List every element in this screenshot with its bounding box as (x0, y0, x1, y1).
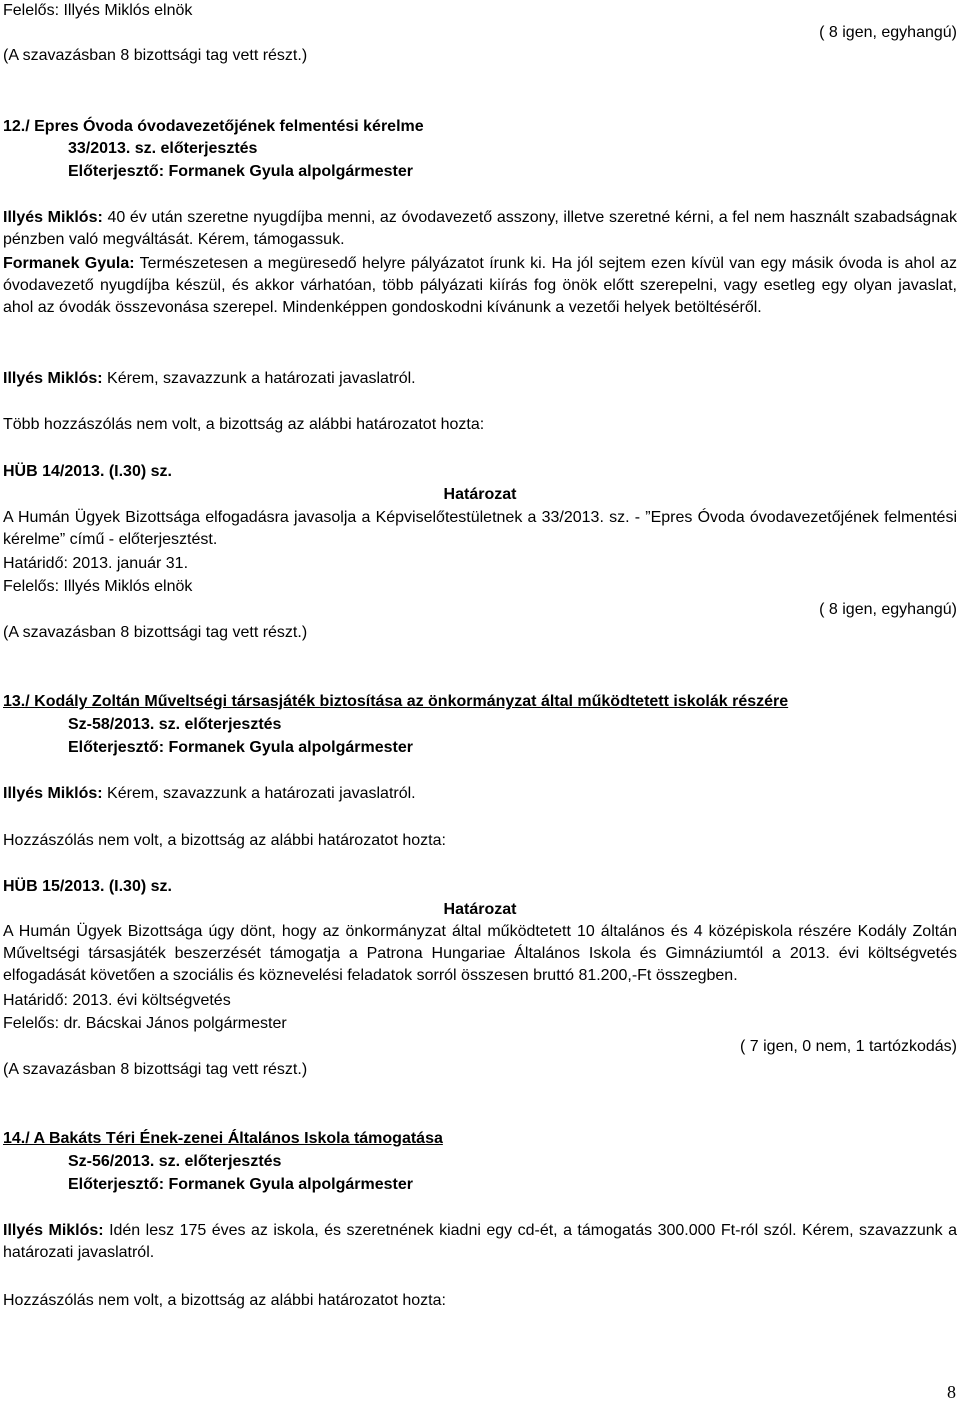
proposal-number: Sz-58/2013. sz. előterjesztés (68, 716, 282, 733)
speech-text: Kérem, szavazzunk a határozati javaslatról. (102, 785, 416, 802)
vote-result: ( 8 igen, egyhangú) (819, 601, 957, 618)
speech-text: Természetesen a megüresedő helyre pályázatot írunk ki. Ha jól sejtem ezen kívül van egy másik óvoda is ahol az óvodavezető nyugdíjba készül, és akkor várhatóan, több pályázati kiírás fog önök előtt szerepelni, vagy esetleg egy olyan javaslat, ahol az óvodák összevonása szerepel. Mindenképpen gondoskodni kívánunk a vezetői helyek betöltéséről. (3, 255, 958, 316)
speech-text: 40 év után szeretne nyugdíjba menni, az óvodavezető asszony, illetve szeretné kérni, a fel nem használt szabadságnak pénzben való megváltását. Kérem, támogassuk. (3, 209, 958, 248)
presenter-line: Előterjesztő: Formanek Gyula alpolgármester (68, 739, 413, 756)
page-number: 8 (947, 1382, 956, 1402)
speaker-name: Formanek Gyula: (3, 255, 135, 272)
vote-result: ( 8 igen, egyhangú) (819, 24, 957, 41)
discussion-note: Hozzászólás nem volt, a bizottság az alábbi határozatot hozta: (3, 1292, 446, 1309)
resolution-number: HÜB 14/2013. (I.30) sz. (3, 463, 172, 480)
speech-paragraph (3, 783, 416, 805)
resolution-text: A Humán Ügyek Bizottsága úgy dönt, hogy az önkormányzat által működtetett 10 általános és 4 középiskola részére Kodály Zoltán Műveltségi társasjáték beszerzését támogatja a Patrona Hungariae Általános Iskola és Gimnáziumtól a 2013. évi költségvetés elfogadását követően a szociális és köznevelési feladatok sorról összesen bruttó 81.200,-Ft összegben. (3, 923, 957, 984)
resolution-number: HÜB 15/2013. (I.30) sz. (3, 878, 172, 895)
speech-paragraph (3, 253, 957, 319)
participation-note: (A szavazásban 8 bizottsági tag vett részt.) (3, 47, 308, 64)
speech-paragraph (3, 368, 957, 390)
deadline-line: Határidő: 2013. január 31. (3, 555, 189, 572)
resolution-text: A Humán Ügyek Bizottsága elfogadásra javasolja a Képviselőtestületnek a 33/2013. sz. - ”Epres Óvoda óvodavezetőjének felmentési kérelme” című - előterjesztést. (3, 509, 957, 548)
resolution-heading: Határozat (443, 901, 517, 918)
speech-paragraph (3, 207, 957, 251)
speech-text: Idén lesz 175 éves az iskola, és szeretnének kiadni egy cd-ét, a támogatás 300.000 Ft-ról szól. Kérem, szavazzunk a határozati javaslatról. (3, 1222, 957, 1261)
agenda-item-title: 13./ Kodály Zoltán Műveltségi társasjáték biztosítása az önkormányzat által működtetett iskolák részére (3, 693, 789, 710)
proposal-number: 33/2013. sz. előterjesztés (68, 140, 258, 157)
speaker-name: Illyés Miklós: (3, 370, 103, 387)
presenter-line: Előterjesztő: Formanek Gyula alpolgármester (68, 163, 413, 180)
discussion-note: Hozzászólás nem volt, a bizottság az alábbi határozatot hozta: (3, 832, 446, 849)
discussion-note: Több hozzászólás nem volt, a bizottság az alábbi határozatot hozta: (3, 416, 485, 433)
presenter-line: Előterjesztő: Formanek Gyula alpolgármester (68, 1176, 413, 1193)
speaker-name: Illyés Miklós: (3, 209, 103, 226)
participation-note: (A szavazásban 8 bizottsági tag vett részt.) (3, 624, 308, 641)
agenda-item-title: 12./ Epres Óvoda óvodavezetőjének felmentési kérelme (3, 118, 424, 135)
speech-paragraph (3, 1220, 957, 1264)
responsible-line: Felelős: Illyés Miklós elnök (3, 578, 193, 595)
responsible-line: Felelős: dr. Bácskai János polgármester (3, 1015, 287, 1032)
participation-note: (A szavazásban 8 bizottsági tag vett részt.) (3, 1061, 308, 1078)
speech-text: Kérem, szavazzunk a határozati javaslatról. (102, 370, 416, 387)
speaker-name: Illyés Miklós: (3, 1222, 104, 1239)
deadline-line: Határidő: 2013. évi költségvetés (3, 992, 231, 1009)
responsible-line: Felelős: Illyés Miklós elnök (3, 2, 193, 19)
speaker-name: Illyés Miklós: (3, 785, 103, 802)
resolution-heading: Határozat (443, 486, 517, 503)
proposal-number: Sz-56/2013. sz. előterjesztés (68, 1153, 282, 1170)
vote-result: ( 7 igen, 0 nem, 1 tartózkodás) (740, 1038, 957, 1055)
agenda-item-title: 14./ A Bakáts Téri Ének-zenei Általános Iskola támogatása (3, 1130, 443, 1147)
